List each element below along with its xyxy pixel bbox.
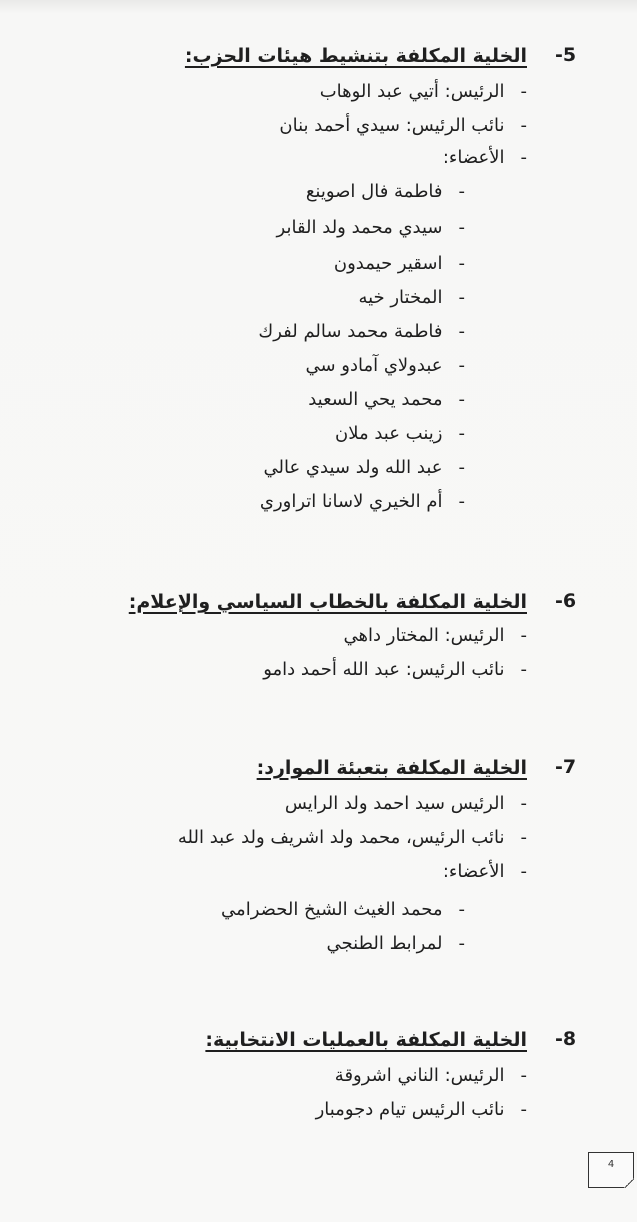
section-title: الخلية المكلفة بتنشيط هيئات الحزب:: [184, 45, 527, 67]
list-item: -الأعضاء:: [442, 861, 527, 882]
member-item: -زينب عبد ملان: [335, 423, 465, 444]
member-item: -اسقير حيمدون: [333, 253, 465, 274]
section-title: الخلية المكلفة بتعبئة الموارد:: [256, 757, 527, 779]
list-item: -نائب الرئيس، محمد ولد اشريف ولد عبد الله: [177, 827, 527, 848]
list-item: -الرئيس: المختار داهي: [343, 625, 527, 646]
member-item: -عبد الله ولد سيدي عالي: [263, 457, 465, 478]
member-item: -أم الخيري لاسانا اتراوري: [259, 491, 465, 512]
member-item: -سيدي محمد ولد القابر: [276, 217, 465, 238]
member-item: -عبدولاي آمادو سي: [305, 355, 465, 376]
member-item: -لمرابط الطنجي: [326, 933, 465, 954]
member-item: -فاطمة فال اصوينع: [305, 181, 465, 202]
section-number: -7: [555, 756, 577, 778]
list-item: -الرئيس: الناني اشروقة: [334, 1065, 527, 1086]
list-item: -الرئيس: أتيي عبد الوهاب: [319, 81, 527, 102]
list-item: -الأعضاء:: [442, 147, 527, 168]
member-item: -فاطمة محمد سالم لفرك: [258, 321, 465, 342]
list-item: -نائب الرئيس تيام دجومبار: [315, 1099, 527, 1120]
section-number: -8: [555, 1028, 577, 1050]
list-item: -نائب الرئيس: عبد الله أحمد دامو: [263, 659, 527, 680]
page-number-box: [588, 1152, 634, 1188]
section-number: -6: [555, 590, 577, 612]
list-item: -نائب الرئيس: سيدي أحمد بنان: [279, 115, 527, 136]
page-number: 4: [607, 1159, 615, 1170]
section-title: الخلية المكلفة بالخطاب السياسي والإعلام:: [128, 591, 527, 613]
member-item: -محمد الغيث الشيخ الحضرامي: [221, 899, 465, 920]
member-item: -محمد يحي السعيد: [308, 389, 465, 410]
list-item: -الرئيس سيد احمد ولد الرايس: [284, 793, 527, 814]
section-number: -5: [555, 44, 577, 66]
member-item: -المختار خيه: [358, 287, 465, 308]
section-title: الخلية المكلفة بالعمليات الانتخابية:: [205, 1029, 527, 1051]
